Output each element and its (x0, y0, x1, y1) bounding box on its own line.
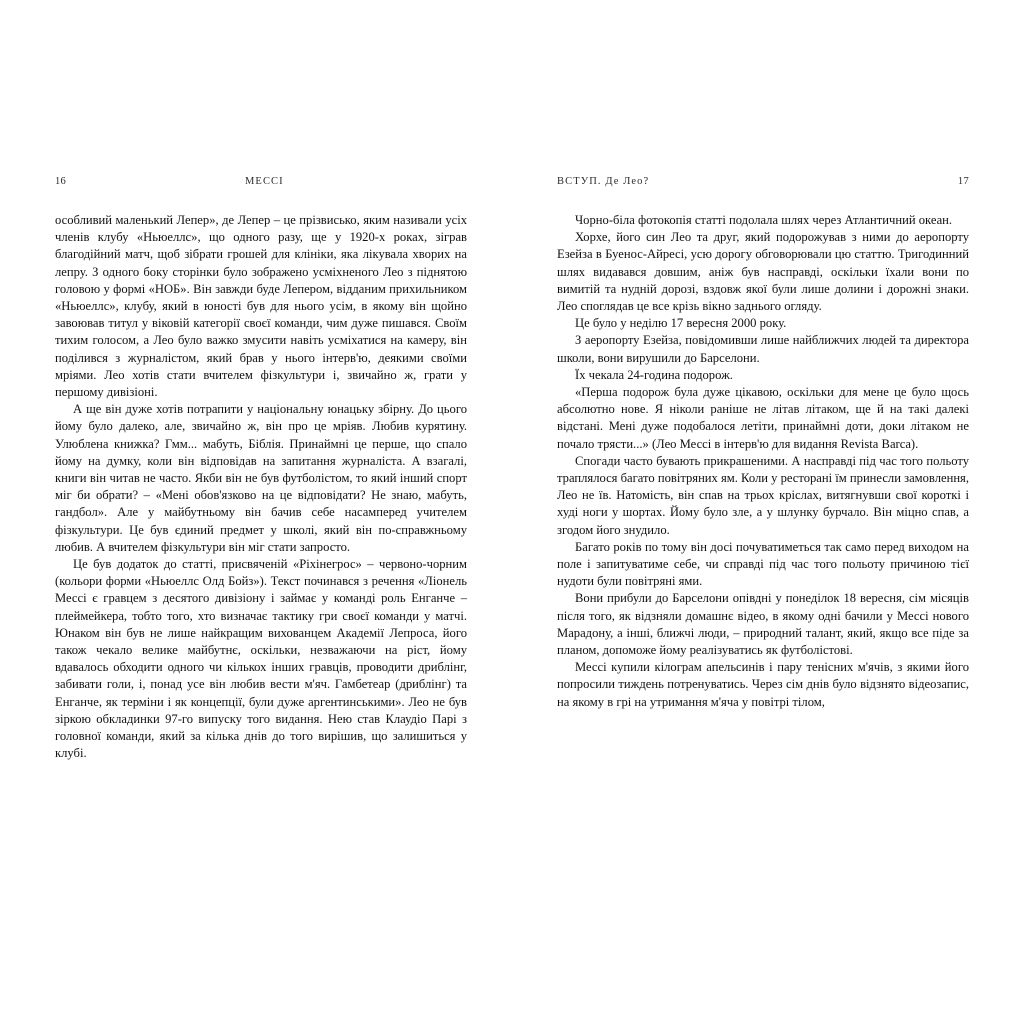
paragraph: Мессі купили кілограм апельсинів і пару тенісних м'ячів, з якими його попросили тиждень потренуватись. Через сім днів було відзнято відеозапис, на якому в грі на утримання м'яча у повітрі тілом, (557, 660, 969, 709)
paragraph: Вони прибули до Барселони опівдні у понеділок 18 вересня, сім місяців після того, як відзняли домашнє відео, в якому одні бачили у Мессі нового Марадону, а інші, ближчі люди, – природний талант, який, якщо все піде за планом, допоможе йому реалізуватись як футболістові. (557, 591, 969, 658)
page-left (55, 176, 467, 763)
page-number-right: 17 (957, 176, 969, 187)
paragraph: Це було у неділю 17 вересня 2000 року. (575, 316, 787, 331)
running-head-right (557, 176, 969, 194)
paragraph: особливий маленький Лепер», де Лепер – це прізвисько, яким називали усіх членів клубу «Ньюеллс», що одного разу, ще у 1920-х роках, зіграв благодійний матч, щоб зібрати грошей для клініки, яка лікувала хворих на лепру. З одного боку сторінки було зображено усміхненого Лео з піднятою головою у формі «НОБ». Він завжди буде Лепером, відданим прихильником «Ньюеллс», клубу, який в юності був для нього усім, в якому він щойно завоював титул у віковій категорії своєї команди, чим дуже пишався. Своїм тихим голосом, а Лео було важко змусити навіть усміхатися на камеру, він поділився з журналістом, який брав у нього інтерв'ю, деякими своїми мріями. Лео хотів стати вчителем фізкультури і, звичайно ж, грати у першому дивізіоні. (55, 213, 467, 400)
running-head-left (55, 176, 467, 194)
body-text-right (557, 212, 969, 711)
paragraph: Багато років по тому він досі почуватиметься так само перед виходом на поле і запитуватиме себе, чи справді під час того польоту причиною тієї нудоти були повітряні ями. (557, 539, 969, 589)
paragraph: А ще він дуже хотів потрапити у національну юнацьку збірну. До цього йому було далеко, але, звичайно ж, він про це мріяв. Любив курятину. Улюблена книжка? Гмм... мабуть, Біблія. Принаймні це перше, що спало йому на думку, коли він відповідав на запитання журналіста. А взагалі, книги він читав не часто. Якби він не був футболістом, то який інший спорт міг би обрати? – «Мені обов'язково на це відповідати? Не знаю, мабуть, гандбол». Але у майбутньому він бачив себе насамперед учителем фізкультури. Це був єдиний предмет у школі, який він по-справжньому любив. А вчителем фізкультури він міг стати запросто. (55, 402, 467, 554)
paragraph: Чорно-біла фотокопія статті подолала шлях через Атлантичний океан. (575, 213, 953, 227)
paragraph: Це був додаток до статті, присвяченій «Ріхінегрос» – червоно-чорним (кольори форми «Ньюеллс Олд Бойз»). Текст починався з речення «Ліонель Мессі є гравцем з десятого дивізіону і займає у команді роль Енганче – плеймейкера, тобто того, хто визначає тактику гри своєї команди у матчі. Юнаком він був не лише найкращим вихованцем Академії Лепроса, його також чекало велике майбутнє, оскільки, незважаючи на ріст, йому вдавалось обходити одного чи кількох інших гравців, проводити дриблінг, забивати голи, і, понад усе він любив вести м'яч. Гамбетеар (дриблінг) та Енганче, як терміни і як концепції, були дуже аргентинськими». Лео не був зіркою обкладинки 97-го випуску того видання. Нею став Клаудіо Парі з головної команди, який за кілька днів до того вирішив, що залишиться у клубі. (55, 557, 467, 761)
page-right (557, 176, 969, 711)
paragraph: З аеропорту Езейза, повідомивши лише найближчих людей та директора школи, вони вирушили до Барселони. (557, 333, 969, 365)
paragraph: Спогади часто бувають прикрашеними. А насправді під час того польоту траплялося багато повітряних ям. Коли у ресторані їм принесли замовлення, Лео не їв. Натомість, він спав на трьох кріслах, витягнувши свої короткі і худі ноги у шортах. Йому було зле, а у шлунку бурчало. Він міцно спав, а згодом його знудило. (557, 453, 969, 537)
page-number-left: 16 (55, 176, 67, 187)
body-text-left (55, 212, 467, 763)
paragraph: Їх чекала 24-година подорож. (575, 367, 733, 382)
paragraph: «Перша подорож була дуже цікавою, оскільки для мене це було щось абсолютно нове. Я ніколи раніше не літав літаком, ще й на такі далекі відстані. Мені дуже подобалося летіти, принаймні доти, доки літаком не почало трясти...» (Лео Мессі в інтерв'ю для видання Revista Barca). (557, 385, 969, 451)
running-title-left: МЕССІ (245, 176, 284, 187)
running-title-right: ВСТУП. Де Лео? (557, 176, 650, 187)
paragraph: Хорхе, його син Лео та друг, який подорожував з ними до аеропорту Езейза в Буенос-Айресі, усю дорогу обговорювали цю статтю. Тригодинний шлях видавався довшим, аніж був насправді, оскільки їхали вони по вимитій та нудній дорозі, вздовж якої були лише долини і дорожні знаки. Лео споглядав це все крізь вікно заднього огляду. (557, 230, 969, 314)
